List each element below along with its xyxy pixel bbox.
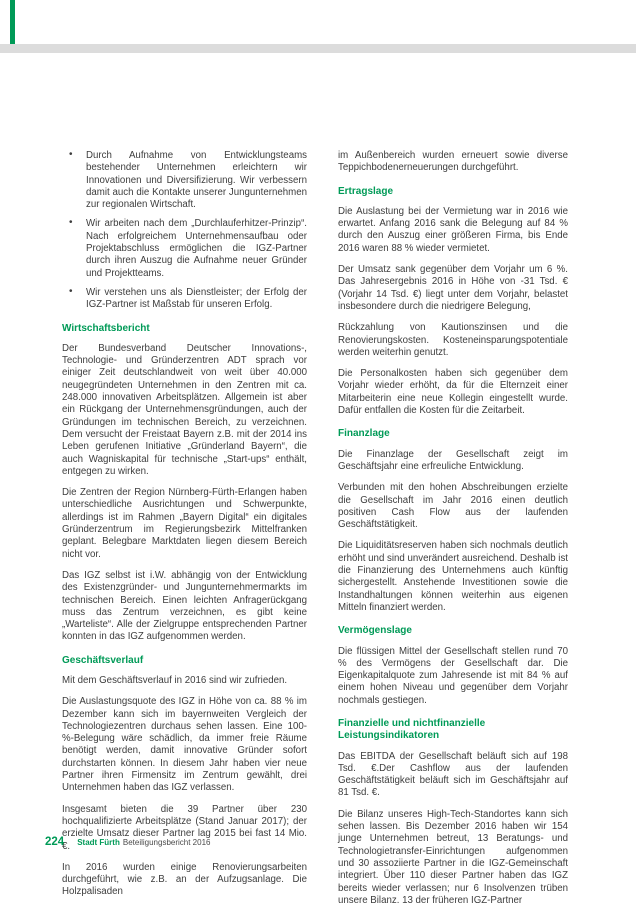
bullet-text: Durch Aufnahme von Entwicklungsteams bestehender Unternehmen erleichtern wir Innovationen und Diversifizierung. Wir verbessern damit auch die Kontakte unserer Jungunternehmen zur regionalen Wirtschaft. [86,150,307,211]
paragraph: Verbunden mit den hohen Abschreibungen erzielte die Gesellschaft im Jahr 2016 einen deutlich positiven Cash Flow aus der laufenden Geschäftstätigkeit. [338,482,568,531]
top-divider-band [0,44,636,53]
bullet-icon: • [69,285,73,297]
paragraph: Rückzahlung von Kautionszinsen und die Renovierungskosten. Kosteneinsparungspotentiale werden weiterhin genutzt. [338,322,568,358]
bullet-icon: • [69,149,73,160]
footer-report-title: Beteiligungsbericht 2016 [122,838,211,847]
paragraph: Der Umsatz sank gegenüber dem Vorjahr um 6 %. Das Jahresergebnis 2016 in Höhe von -31 Tsd. € (Vorjahr 14 Tsd. €) liegt unter dem Vorjahr, belastet insbesondere durch die niedrigere Belegung, [338,264,568,312]
bullet-text: Wir verstehen uns als Dienstleister; der Erfolg der IGZ-Partner ist Maßstab für unseren Erfolg. [86,286,307,311]
paragraph: Mit dem Geschäftsverlauf in 2016 sind wir zufrieden. [62,674,288,686]
paragraph: Die Bilanz unseres High-Tech-Standortes kann sich sehen lassen. Bis Dezember 2016 haben wir 154 junge Unternehmen betreut, 13 Beratungs- und Technologietransfer-Einrichtungen aufgenommen und 30 assoziierte Partner in die IGZ-Gemeinschaft integriert. Über 110 dieser Partner haben das IGZ bereits wieder verlassen; nur 6 Insolvenzen trüben unsere Bilanz. 13 der früheren IGZ-Partner [338,808,568,906]
paragraph: Das IGZ selbst ist i.W. abhängig von der Entwicklung des Existenzgründer- und Jungunternehmermarkts im technischen Bereich. Einen leichten Anfragerückgang muss das Zentrum verzeichnen, es gibt keine „Warteliste“. Alle der Zielgruppe entsprechenden Partner konnten in das IGZ aufgenommen werden. [62,569,307,643]
page-footer [45,836,210,848]
section-heading-finanzlage: Finanzlage [338,428,390,440]
paragraph: Die Liquiditätsreserven haben sich nochmals deutlich erhöht und sind unverändert ausreichend. Deshalb ist die Finanzierung des Unternehmens auch künftig sichergestellt. Anstehende Investitionen sowie die Instandhaltungen können weiterhin aus eigenen Mitteln finanziert werden. [338,540,568,613]
paragraph: Die Personalkosten haben sich gegenüber dem Vorjahr wieder erhöht, da für die Elternzeit einer Mitarbeiterin eine neue Kollegin eingestellt wurde. Dafür entfallen die Kosten für die Zeitarbeit. [338,368,568,417]
paragraph: Insgesamt bieten die 39 Partner über 230 hochqualifizierte Arbeitsplätze (Stand Januar 2017); der erzielte Umsatz dieser Partner lag 2015 bei fast 14 Mio. €. [62,803,307,852]
right-column [338,150,568,916]
paragraph: Die Auslastung bei der Vermietung war in 2016 wie erwartet. Anfang 2016 sank die Belegung auf 84 % durch den Auszug einer größeren Firma, bis Ende 2016 waren 88 % wieder vermietet. [338,205,568,254]
paragraph: Die Auslastungsquote des IGZ in Höhe von ca. 88 % im Dezember kann sich im bayernweiten Vergleich der Technologiezentren durchaus sehen lassen. Eine 100-%-Belegung wäre schädlich, da immer freie Räume benötigt werden, damit innovative Gründer sofort durchstarten können. In diesem Jahr haben vier neue Partner ihren Firmensitz im Zentrum gewählt, drei Unternehmen haben das IGZ verlassen. [62,696,307,794]
page-edge-green-mark [10,0,15,44]
page-number: 224 [45,836,65,848]
paragraph: Die Finanzlage der Gesellschaft zeigt im Geschäftsjahr eine erfreuliche Entwicklung. [338,448,568,472]
bullet-item [62,287,307,312]
section-heading-wirtschaftsbericht: Wirtschaftsbericht [62,322,150,334]
section-heading-leistungsindikatoren: Finanzielle und nichtfinanzielle Leistungsindikatoren [338,717,486,742]
section-heading-ertragslage: Ertragslage [338,185,394,197]
paragraph: In 2016 wurden einige Renovierungsarbeiten durchgeführt, wie z.B. an der Aufzugsanlage. Die Holzpalisaden [62,861,307,898]
bullet-item [62,150,307,211]
mission-bullet-list [62,150,307,312]
bullet-item [62,218,307,279]
page-body [62,150,568,916]
footer-brand: Stadt Fürth [77,838,120,847]
paragraph: Die flüssigen Mittel der Gesellschaft stellen rund 70 % des Vermögens der Gesellschaft dar. Die Eigenkapitalquote zum Jahresende ist mit 84 % auf einem hohen Niveau und gegenüber dem Vorjahr nochmals gestiegen. [338,645,568,706]
bullet-icon: • [69,217,73,229]
left-column [62,150,307,916]
bullet-text: Wir arbeiten nach dem „Durchlauferhitzer-Prinzip“. Nach erfolgreichem Unternehmensaufbau oder Projektabschluss ermöglichen die IGZ-Partner durch ihren Auszug die Aufnahme neuer Gründer und Projektteams. [86,218,307,279]
paragraph: Das EBITDA der Gesellschaft beläuft sich auf 198 Tsd. €.Der Cashflow aus der laufenden Geschäftstätigkeit beläuft sich im Geschäftsjahr auf 81 Tsd. €. [338,750,568,799]
paragraph: Die Zentren der Region Nürnberg-Fürth-Erlangen haben unterschiedliche Ausrichtungen und Schwerpunkte, allerdings ist im Rahmen „Bayern Digital“ ein digitales Gründerzentrum im Regierungsbezirk Mittelfranken geplant. Belegbare Marktdaten liegen diesem Bereich nicht vor. [62,487,307,560]
section-heading-geschaeftsverlauf: Geschäftsverlauf [62,654,144,666]
section-heading-vermoegenslage: Vermögenslage [338,625,412,637]
paragraph: Der Bundesverband Deutscher Innovations-, Technologie- und Gründerzentren ADT sprach vor einiger Zeit deutschlandweit von weit über 40.000 neugegründeten Unternehmen in den Zentren mit ca. 248.000 innovativen Arbeitsplätzen. Allgemein ist aber ein Rückgang der Unternehmensgründungen, auch der Gründungen im technischen Bereich, zu verzeichnen. Dem versucht der Freistaat Bayern z.B. mit der 2014 ins Leben gerufenen Initiative „Gründerland Bayern“, die auch Wagniskapital für technische „Start-ups“ enthält, entgegen zu wirken. [62,342,307,477]
paragraph: im Außenbereich wurden erneuert sowie diverse Teppichbodenerneuerungen durchgeführt. [338,150,568,174]
